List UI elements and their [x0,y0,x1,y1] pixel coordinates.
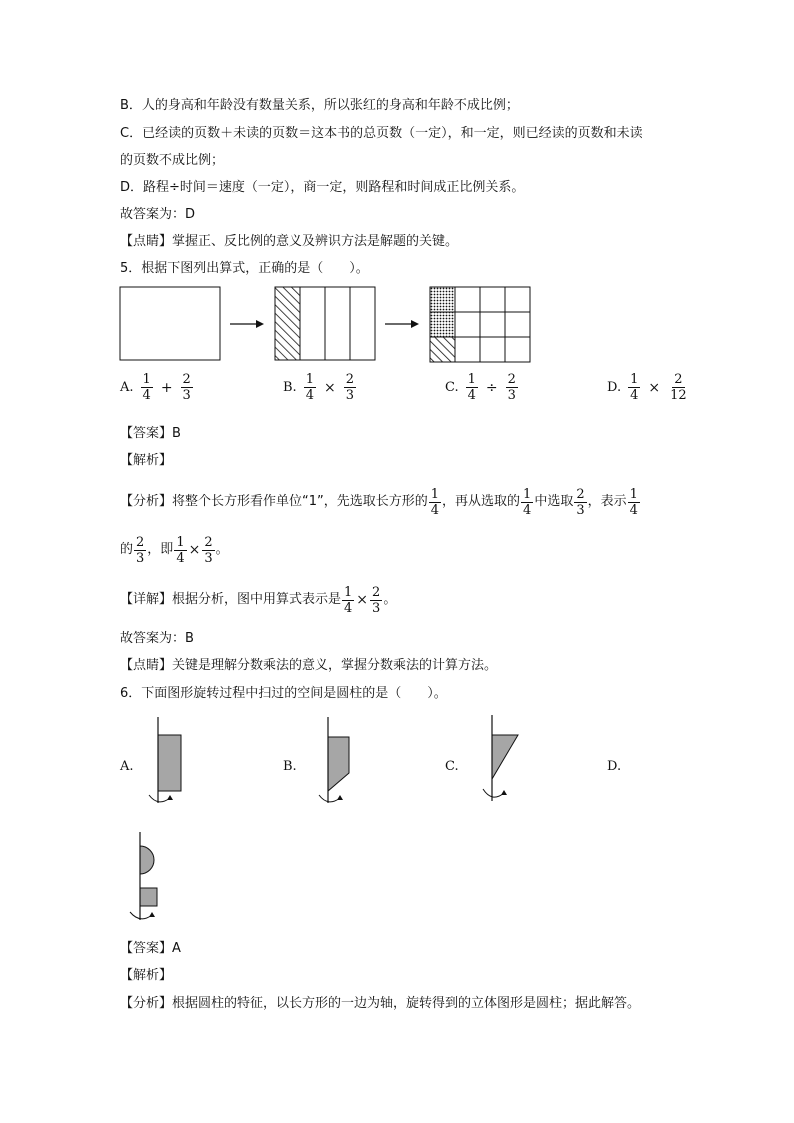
quarter-rectangle [275,287,375,360]
question-6-stem: 6．下面图形旋转过程中扫过的空间是圆柱的是（ ）。 [120,686,447,701]
fraction: $\frac{2}{3}$ [182,372,191,403]
conclusion-q5: 故答案为：B [120,631,194,646]
arrow-icon [230,320,264,328]
fraction: $\frac{1}{4}$ [176,534,185,566]
q5-option-b[interactable]: B. $\frac{1}{4}$ × $\frac{2}{3}$ [283,372,354,403]
whole-rectangle [120,287,220,360]
q6-option-c-label[interactable]: C. [445,759,459,774]
question-5-stem: 5．根据下图列出算式，正确的是（ ）。 [120,261,369,276]
q6-figure-a [140,715,190,807]
grid-rectangle [430,287,530,362]
rotation-arrow-icon [130,912,152,919]
q5-option-d[interactable]: D. $\frac{1}{4}$ × $\frac{2}{12}$ [607,372,687,403]
analysis-heading-q6: 【解析】 [120,968,173,983]
option-c-explanation-line2: 的页数不成比例； [120,153,225,168]
analysis-q5-line2: 的 $\frac{2}{3}$ ，即 $\frac{1}{4}$ × $\frac{2}{3}$ 。 [120,534,229,566]
q5-option-c[interactable]: C. $\frac{1}{4}$ ÷ $\frac{2}{3}$ [445,372,516,403]
q5-option-a[interactable]: A. $\frac{1}{4}$ + $\frac{2}{3}$ [120,372,191,403]
q6-option-d-label[interactable]: D. [607,759,622,774]
fraction: $\frac{2}{3}$ [345,372,354,403]
fraction: $\frac{2}{3}$ [204,534,213,566]
option-b-explanation: B．人的身高和年龄没有数量关系，所以张红的身高和年龄不成比例； [120,98,519,113]
fraction: $\frac{1}{4}$ [430,486,440,518]
analysis-q6: 【分析】根据圆柱的特征，以长方形的一边为轴，旋转得到的立体图形是圆柱；据此解答。 [120,996,641,1011]
option-d-explanation: D．路程÷时间＝速度（一定），商一定，则路程和时间成正比例关系。 [120,180,525,195]
arrow-icon [385,320,419,328]
fraction: $\frac{2}{12}$ [670,372,687,403]
fraction: $\frac{1}{4}$ [630,372,639,403]
analysis-heading-q5: 【解析】 [120,453,173,468]
rotation-arrow-icon [149,795,170,802]
q6-figure-d [122,830,172,925]
fraction: $\frac{1}{4}$ [467,372,476,403]
rotation-arrow-icon [483,789,504,797]
fraction: $\frac{2}{3}$ [136,534,145,566]
tip-q5: 【点睛】关键是理解分数乘法的意义，掌握分数乘法的计算方法。 [120,658,498,673]
answer-q4: 故答案为：D [120,207,196,222]
fraction: $\frac{1}{4}$ [523,486,532,518]
detail-q5: 【详解】根据分析，图中用算式表示是 $\frac{1}{4}$ × $\frac{2}{3}$ 。 [120,584,397,616]
answer-q6: 【答案】A [120,941,181,956]
option-c-explanation-line1: C．已经读的页数＋未读的页数＝这本书的总页数（一定），和一定，则已经读的页数和未读 [120,126,643,141]
answer-q5: 【答案】B [120,426,181,441]
rotation-arrow-icon [319,795,340,802]
tip-q4: 【点睛】掌握正、反比例的意义及辨识方法是解题的关键。 [120,234,459,249]
fraction: $\frac{1}{4}$ [305,372,314,403]
fraction: $\frac{2}{3}$ [372,584,381,616]
q6-figure-b [310,715,360,807]
fraction: $\frac{1}{4}$ [629,486,638,518]
fraction: $\frac{1}{4}$ [344,584,353,616]
q6-option-a-label[interactable]: A. [120,759,134,774]
fraction: $\frac{2}{3}$ [576,486,585,518]
q6-figure-c [474,713,524,805]
q6-option-b-label[interactable]: B. [283,759,297,774]
fraction: $\frac{1}{4}$ [142,372,151,403]
analysis-q5-line1: 【分析】将整个长方形看作单位“1”，先选取长方形的 $\frac{1}{4}$ ，再从选取的 $\frac{1}{4}$ 中选取 $\frac{2}{3}$ ，表示 $\frac{1}{4}$ [120,486,638,518]
q5-rectangle-figure [118,284,538,366]
fraction: $\frac{2}{3}$ [507,372,516,403]
